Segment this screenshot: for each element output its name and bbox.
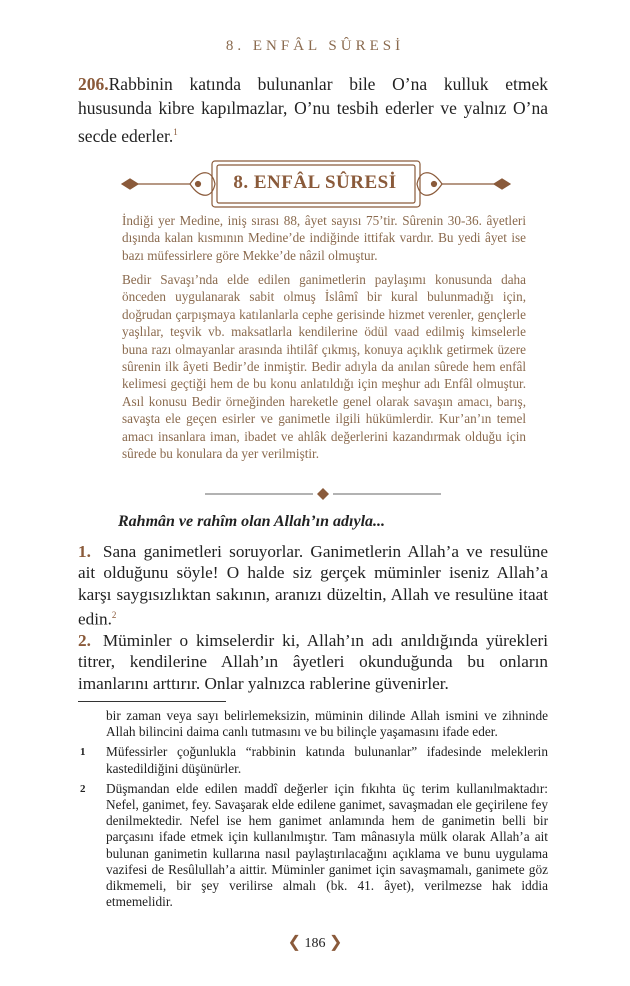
footnotes <box>78 708 548 914</box>
running-header: 8. ENFÂL SÛRESİ <box>225 38 405 54</box>
footnote-ref: 2 <box>111 609 117 620</box>
basmala: Rahmân ve rahîm olan Allah’ın adıyla... <box>118 513 386 530</box>
surah-title: 8. ENFÂL SÛRESİ <box>233 172 397 193</box>
verse-number: 1. <box>78 542 91 561</box>
verses-block <box>78 541 548 694</box>
verse-text: Müminler o kimselerdir ki, Allah’ın adı anıldığında yürekleri titrer, kendilerine Allah’ın âyetleri okunduğunda bu onların imanlarını arttırır. Onlar yalnızca rablerine güvenirler. <box>78 630 548 693</box>
footnote-text: Müfessirler çoğunlukla “rabbinin katında bulunanlar” ifadesinde meleklerin kastedildiğini düşünürler. <box>106 744 548 776</box>
footnote-ref: 1 <box>173 127 178 137</box>
verse-206 <box>78 72 548 148</box>
right-ornament-icon: ❯ <box>329 934 343 951</box>
footnote-text: Düşmandan elde edilen maddî değerler için fıkıhta üç terim kullanılmaktadır: Nefel, ganimet, fey. Savaşarak elde edilene ganimet, savaşmadan ele geçirilene fey denilmektedir. Nefel ise hem ganimet anlamında hem de ganimetin belli bir parçasını ifade etmek için kullanılmıştır. Tam mânasıyla mülk olarak Allah’a ait bulunan ganimetin kullarına nasıl paylaştırılacağını açıklama ve bunu uygulama vazifesi de Resûlullah’a aittir. Müminler ganimet için savaşmamalı, ganimete göz dikmemeli, bir şey verilirse almalı (bk. 41. âyet), verilmezse hak iddia etmemelidir. <box>106 780 548 910</box>
verse-text: Sana ganimetleri soruyorlar. Ganimetlerin Allah’a ve resulüne ait olduğunu söyle! O halde siz gerçek müminler iseniz Allah’a karşı saygısızlıktan sakının, aranızı düzeltin, Allah ve resulüne itaat edin. <box>78 542 548 629</box>
footnote-number: 2 <box>80 782 86 795</box>
surah-intro-paragraph: Bedir Savaşı’nda elde edilen ganimetlerin paylaşımı konusunda daha önceden uygulanarak sabit olmuş İslâmî bir kural bulunmadığı için, doğrudan çarpışmaya katılanlarla cephe gerisinde hizmet verenler, gençlerle yaşlılar, teşvik vb. maksatlarla kendilerine ödül vaad edilmiş kimselerle buna razı olmayanlar arasında ihtilâf çıkmış, konuya açıklık getirmek üzere sûrenin ilk âyeti Bedir’de inmiştir. Bedir adıyla da anılan sûrede hem enfâl kelimesi geçtiği hem de bu konu anlatıldığı için meşhur adı Enfâl olmuştur. Asıl konusu Bedir örneğinden hareketle genel olarak savaşın amacı, barış, savaşta ele geçen esirler ve ganimetle ilgili hükümlerdir. Kur’an’ın temel amacı insanlara iman, ibadet ve ahlâk değerlerini kazandırmak olduğu için sûrede bu konulara da yer verilmiştir. <box>122 272 526 462</box>
surah-intro-paragraph: İndiği yer Medine, iniş sırası 88, âyet sayısı 75’tir. Sûrenin 30-36. âyetleri dışında kalan kısmının Medine’de indiğinde ittifak vardır. Bu yedi âyet ise bazı müfessirlere göre Mekke’de nâzil olmuştur. <box>122 213 526 263</box>
verse-text: Rabbinin katında bulunanlar bile O’na kulluk etmek hususunda kibre kapılmazlar, O’nu tesbih ederler ve yalnız O’na secde ederler. <box>78 74 548 146</box>
footnote-item <box>78 781 548 911</box>
verse-number: 206. <box>78 74 109 94</box>
footnote-item <box>78 708 548 740</box>
page-number: 186 <box>304 936 326 951</box>
verse <box>78 630 548 694</box>
page-number-block <box>0 932 630 952</box>
footnote-number: 1 <box>80 746 86 759</box>
footnote-text: bir zaman veya sayı belirlemeksizin, müminin dilinde Allah ismini ve zihninde Allah bilincini daima canlı tutmasını ve bu bilinçle yaşamasını ifade eder. <box>106 708 548 740</box>
verse-number: 2. <box>78 630 91 650</box>
footnote-rule <box>78 701 226 702</box>
footnote-item <box>78 744 548 776</box>
left-ornament-icon: ❮ <box>287 934 301 951</box>
verse <box>78 541 548 630</box>
ornamental-divider <box>205 488 441 500</box>
